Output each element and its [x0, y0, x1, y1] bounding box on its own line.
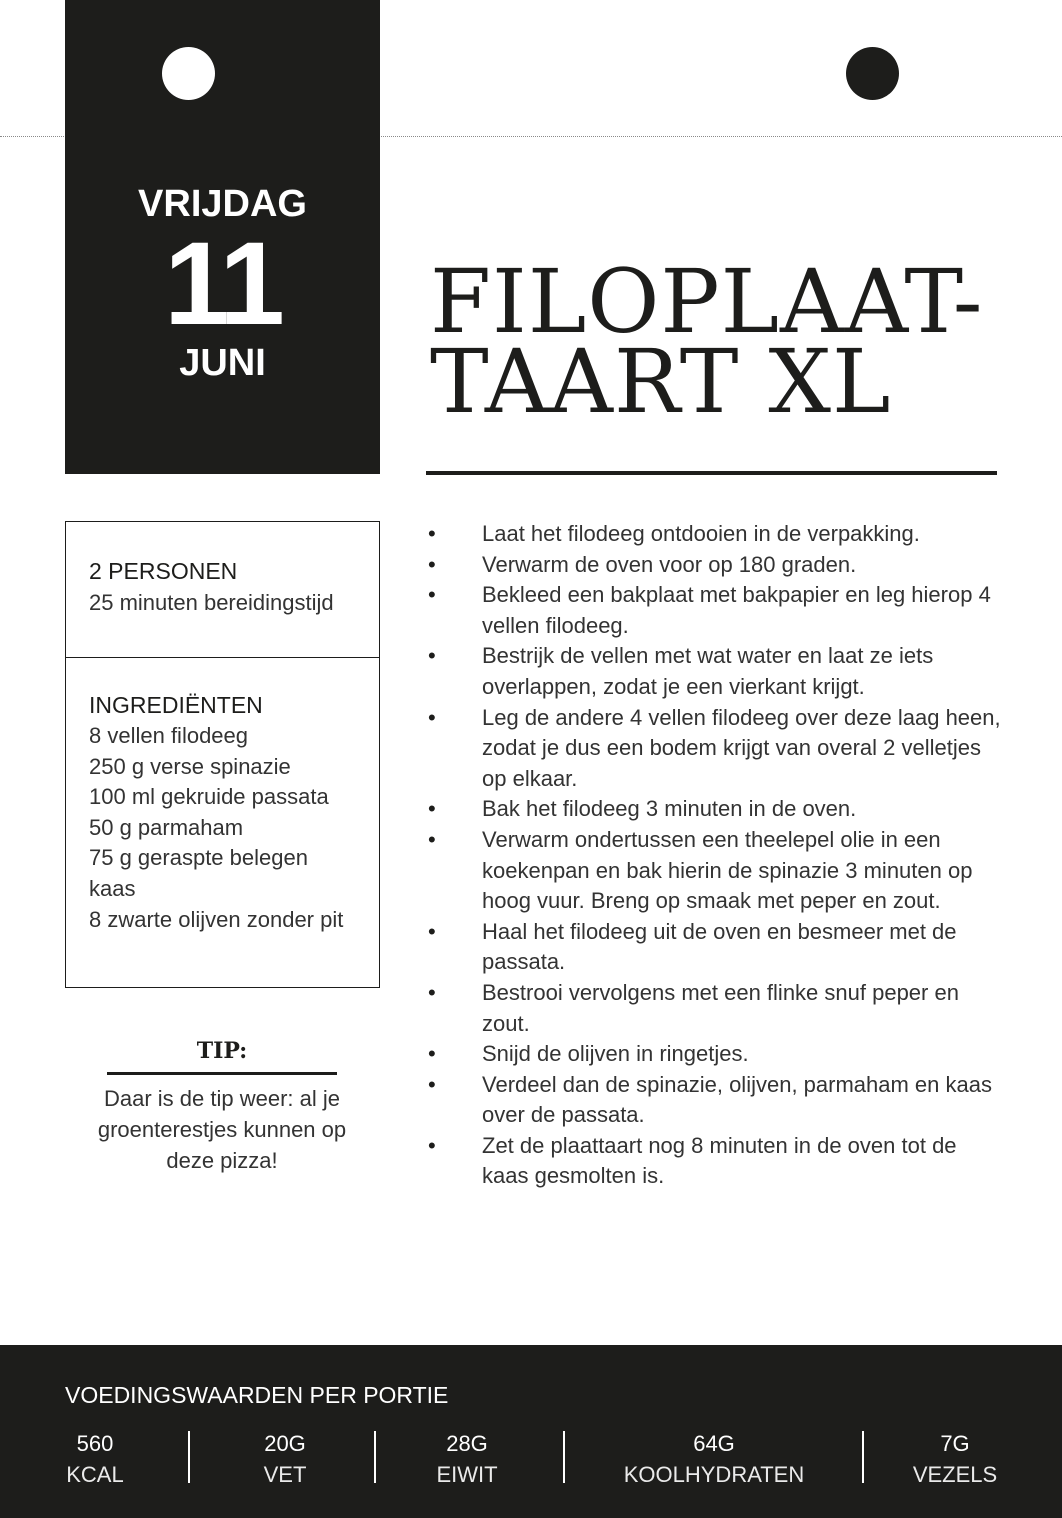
- nutrition-value: 560: [76, 1431, 114, 1456]
- weekday: VRIJDAG: [138, 183, 307, 225]
- title-underline: [426, 471, 997, 475]
- nutrition-label: VEZELS: [912, 1462, 998, 1487]
- step-item: • Bak het filodeeg 3 minuten in de oven.: [426, 794, 1006, 825]
- recipe-title-line-2: TAART XL: [430, 330, 892, 433]
- ingredient-item: 50 g parmaham: [89, 814, 244, 840]
- nutrition-value: 64G: [693, 1431, 735, 1456]
- ingredient-item: 8 vellen filodeeg: [89, 723, 249, 748]
- nutrition-label: VET: [263, 1462, 307, 1487]
- prep-time: 25 minuten bereidingstijd: [89, 590, 334, 615]
- tip-text: Daar is de tip weer: al je groenterestjes kunnen op deze pizza!: [97, 1086, 347, 1173]
- step-item: • Zet de plaattaart nog 8 minuten in de oven tot de kaas gesmolten is.: [426, 1131, 1006, 1192]
- step-item: • Laat het filodeeg ontdooien in de verpakking.: [426, 519, 1006, 550]
- nutrition-kcal: [65, 1428, 125, 1490]
- tip-underline: [107, 1072, 337, 1075]
- ingredient-item: 250 g verse spinazie: [89, 753, 291, 779]
- punch-hole-right: [846, 47, 899, 100]
- nutrition-separator: [563, 1431, 565, 1483]
- ingredients-heading: INGREDIËNTEN: [89, 692, 263, 718]
- step-item: • Bestrijk de vellen met wat water en laat ze iets overlappen, zodat je een vierkant krijgt.: [426, 641, 1006, 702]
- day-number: 11: [164, 218, 281, 350]
- step-item: • Bestrooi vervolgens met een flinke snuf peper en zout.: [426, 978, 1006, 1039]
- nutrition-separator: [374, 1431, 376, 1483]
- nutrition-footer: [0, 1345, 1062, 1518]
- ingredient-item: 8 zwarte olijven zonder pit: [89, 906, 344, 932]
- recipe-title-line-1: FILOPLAAT-: [430, 250, 984, 353]
- nutrition-heading: VOEDINGSWAARDEN PER PORTIE: [65, 1382, 449, 1408]
- nutrition-value: 28G: [446, 1431, 488, 1456]
- nutrition-fiber: [905, 1428, 1005, 1490]
- nutrition-label: KOOLHYDRATEN: [623, 1462, 805, 1487]
- step-item: • Verwarm de oven voor op 180 graden.: [426, 550, 1006, 581]
- nutrition-protein: [417, 1428, 517, 1490]
- tip-heading: TIP:: [196, 1038, 248, 1064]
- nutrition-carbs: [604, 1428, 824, 1490]
- step-item: • Haal het filodeeg uit de oven en besmeer met de passata.: [426, 917, 1006, 978]
- nutrition-separator: [862, 1431, 864, 1483]
- nutrition-separator: [188, 1431, 190, 1483]
- step-item: • Snijd de olijven in ringetjes.: [426, 1039, 1006, 1070]
- nutrition-value: 20G: [264, 1431, 306, 1456]
- date-tab: [65, 0, 380, 474]
- month: JUNI: [179, 342, 266, 384]
- nutrition-label: KCAL: [66, 1462, 124, 1487]
- nutrition-label: EIWIT: [436, 1462, 498, 1487]
- recipe-info-box: [65, 521, 380, 988]
- nutrition-fat: [235, 1428, 335, 1490]
- step-item: • Leg de andere 4 vellen filodeeg over deze laag heen, zodat je dus een bodem krijgt van overal 2 velletjes op elkaar.: [426, 703, 1006, 795]
- servings: 2 PERSONEN: [89, 558, 238, 584]
- ingredient-item: 100 ml gekruide passata: [89, 784, 329, 810]
- ingredient-item: 75 g geraspte belegen kaas: [89, 845, 308, 901]
- preparation-steps: [426, 519, 1006, 1192]
- step-item: • Verdeel dan de spinazie, olijven, parmaham en kaas over de passata.: [426, 1070, 1006, 1131]
- ingredients-list: [89, 721, 359, 935]
- info-divider: [66, 657, 379, 658]
- step-item: • Bekleed een bakplaat met bakpapier en leg hierop 4 vellen filodeeg.: [426, 580, 1006, 641]
- punch-hole-left: [162, 47, 215, 100]
- nutrition-value: 7G: [940, 1431, 970, 1456]
- step-item: • Verwarm ondertussen een theelepel olie in een koekenpan en bak hierin de spinazie 3 minuten op hoog vuur. Breng op smaak met peper en zout.: [426, 825, 1006, 917]
- recipe-title: [430, 250, 1030, 433]
